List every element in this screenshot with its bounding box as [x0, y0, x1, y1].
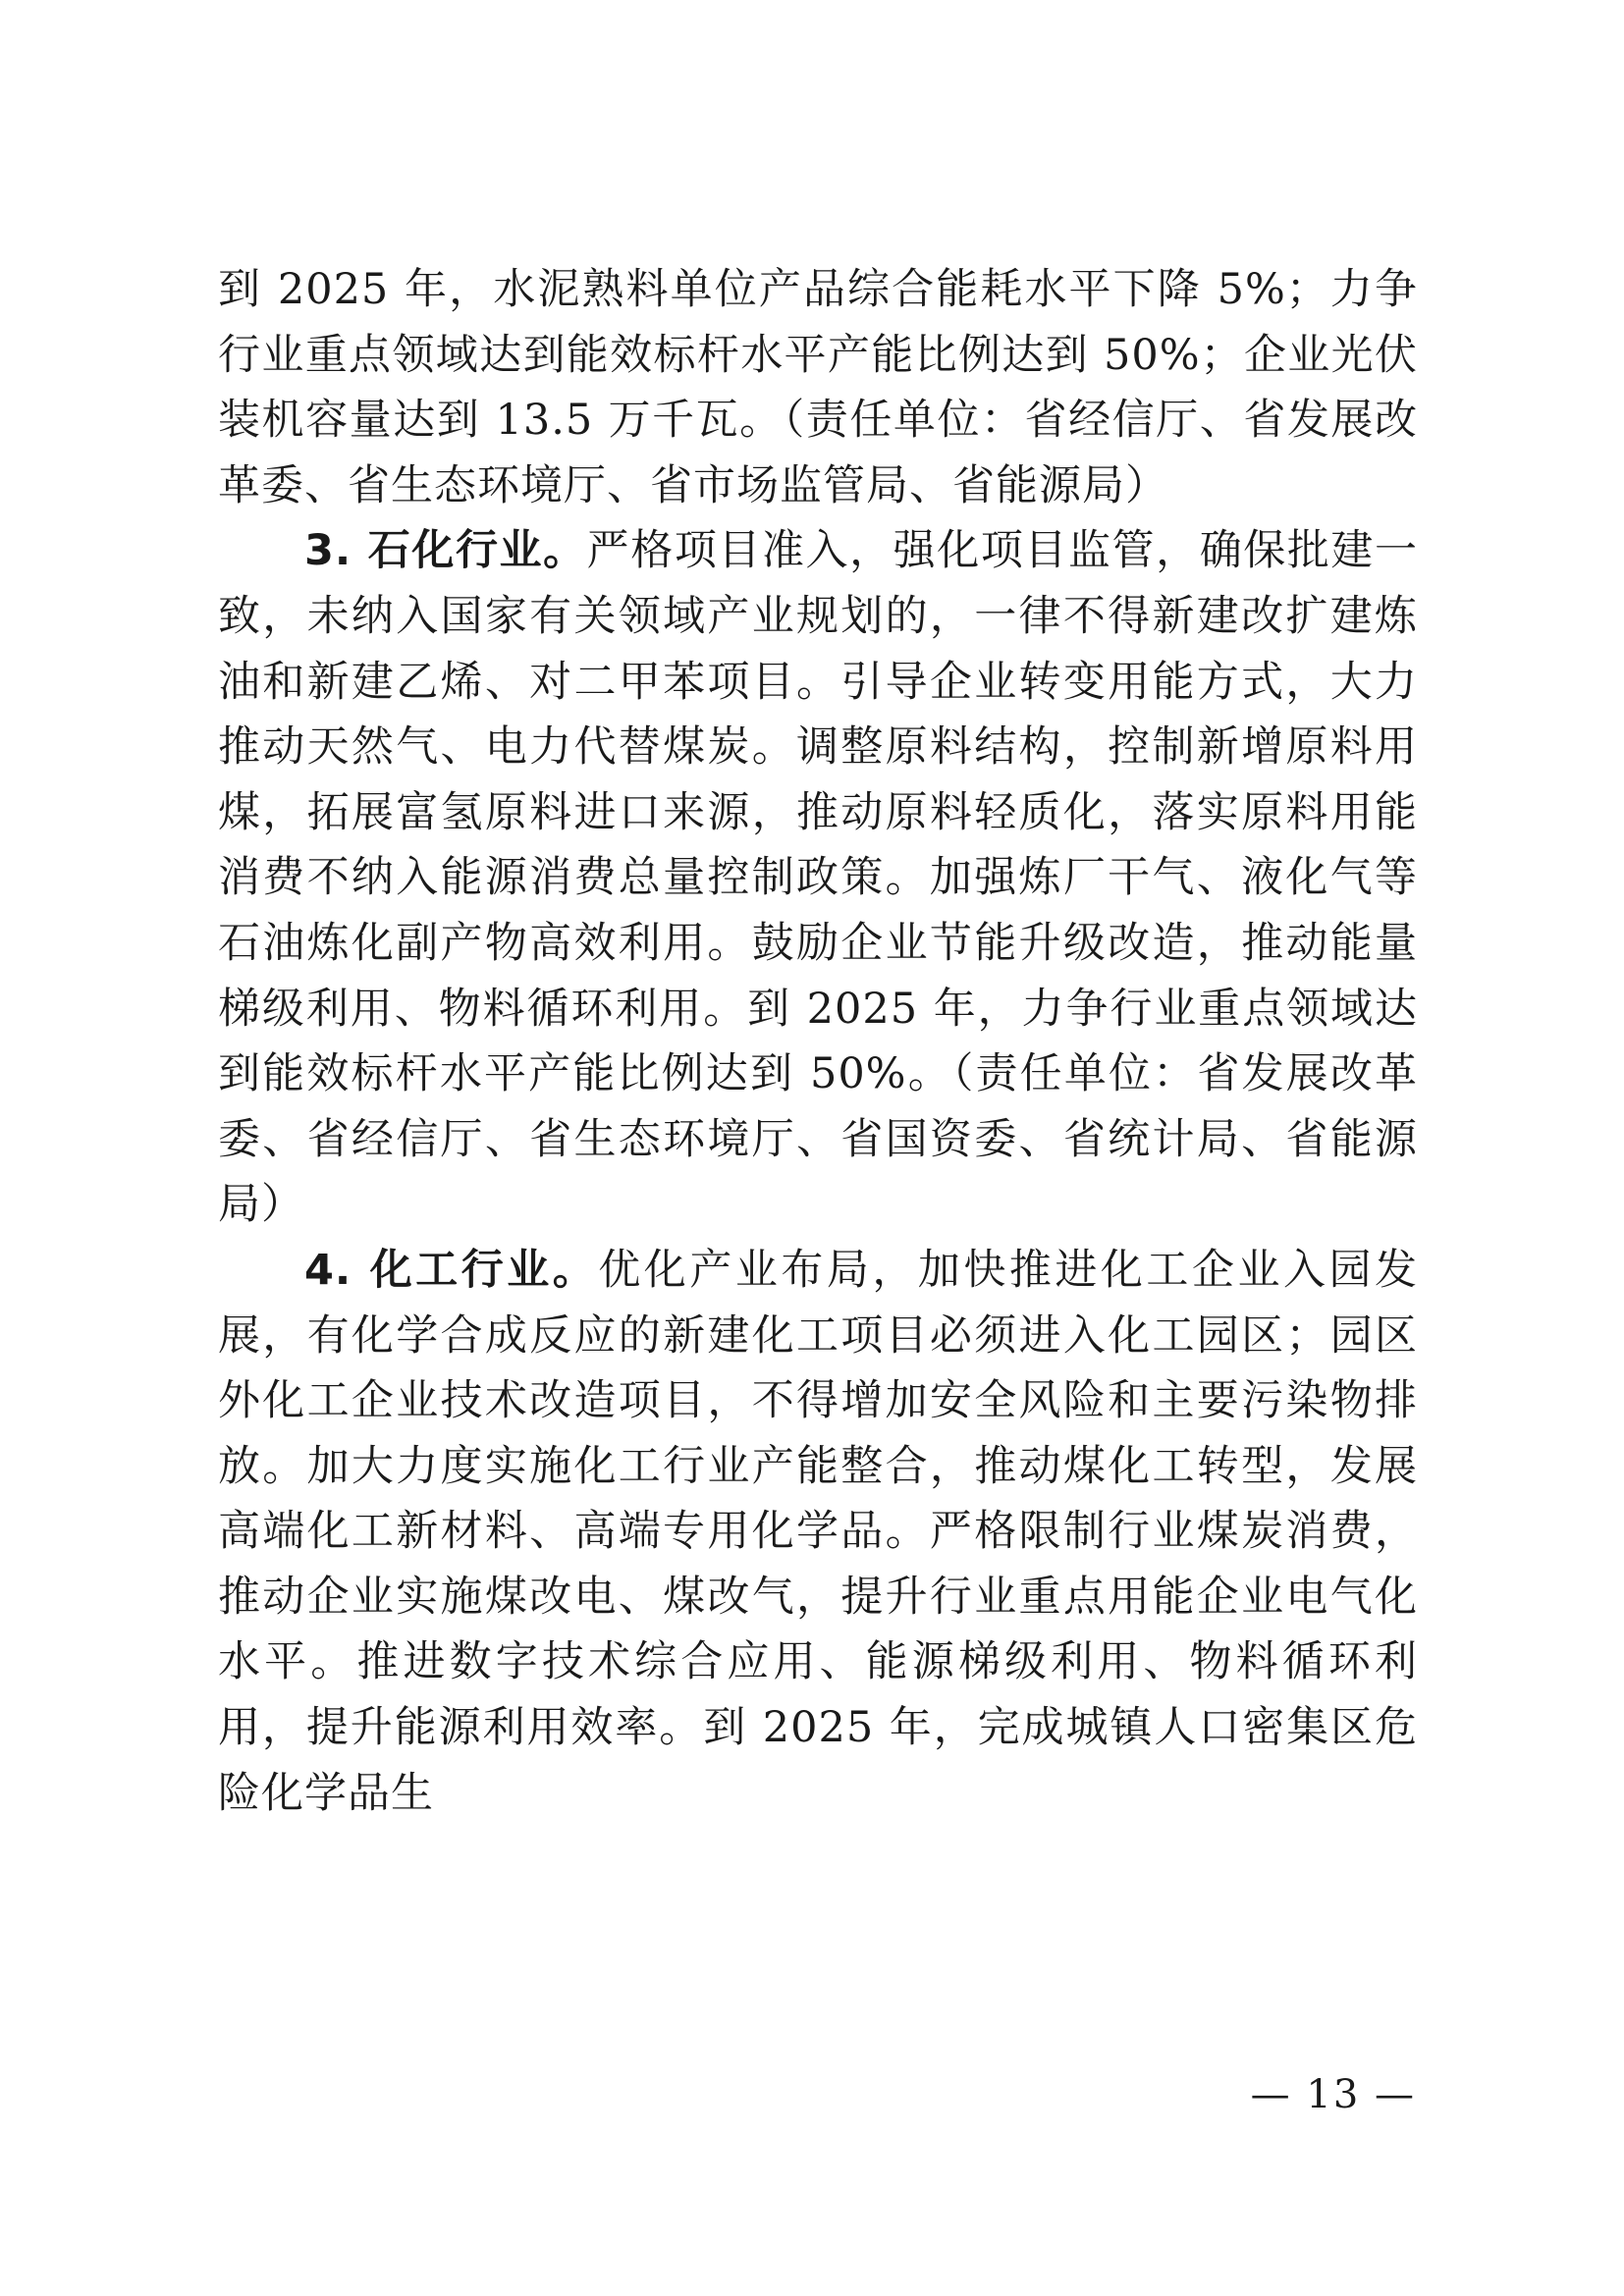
section-heading-chemical: 4. 化工行业。	[304, 1245, 599, 1295]
paragraph-cement-continued	[218, 257, 1418, 518]
paragraph-chemical	[218, 1238, 1418, 1826]
paragraph-text: 优化产业布局，加快推进化工企业入园发展，有化学合成反应的新建化工项目必须进入化工园区；园区外化工企业技术改造项目，不得增加安全风险和主要污染物排放。加大力度实施化工行业产能整合，推动煤化工转型，发展高端化工新材料、高端专用化学品。严格限制行业煤炭消费，推动企业实施煤改电、煤改气，提升行业重点用能企业电气化水平。推进数字技术综合应用、能源梯级利用、物料循环利用，提升能源利用效率。到 2025 年，完成城镇人口密集区危险化学品生	[218, 1245, 1418, 1818]
page-number: — 13 —	[1250, 2072, 1416, 2117]
paragraph-petrochemical	[218, 518, 1418, 1238]
paragraph-text: 严格项目准入，强化项目监管，确保批建一致，未纳入国家有关领域产业规划的，一律不得新建改扩建炼油和新建乙烯、对二甲苯项目。引导企业转变用能方式，大力推动天然气、电力代替煤炭。调整原料结构，控制新增原料用煤，拓展富氢原料进口来源，推动原料轻质化，落实原料用能消费不纳入能源消费总量控制政策。加强炼厂干气、液化气等石油炼化副产物高效利用。鼓励企业节能升级改造，推动能量梯级利用、物料循环利用。到 2025 年，力争行业重点领域达到能效标杆水平产能比例达到 50%。（责任单位：省发展改革委、省经信厅、省生态环境厅、省国资委、省统计局、省能源局）	[218, 526, 1418, 1230]
section-heading-petrochemical: 3. 石化行业。	[304, 526, 587, 576]
paragraph-text: 到 2025 年，水泥熟料单位产品综合能耗水平下降 5%；力争行业重点领域达到能效标杆水平产能比例达到 50%；企业光伏装机容量达到 13.5 万千瓦。（责任单位：省经信厅、省发展改革委、省生态环境厅、省市场监管局、省能源局）	[218, 265, 1418, 510]
body-text	[218, 257, 1418, 1826]
